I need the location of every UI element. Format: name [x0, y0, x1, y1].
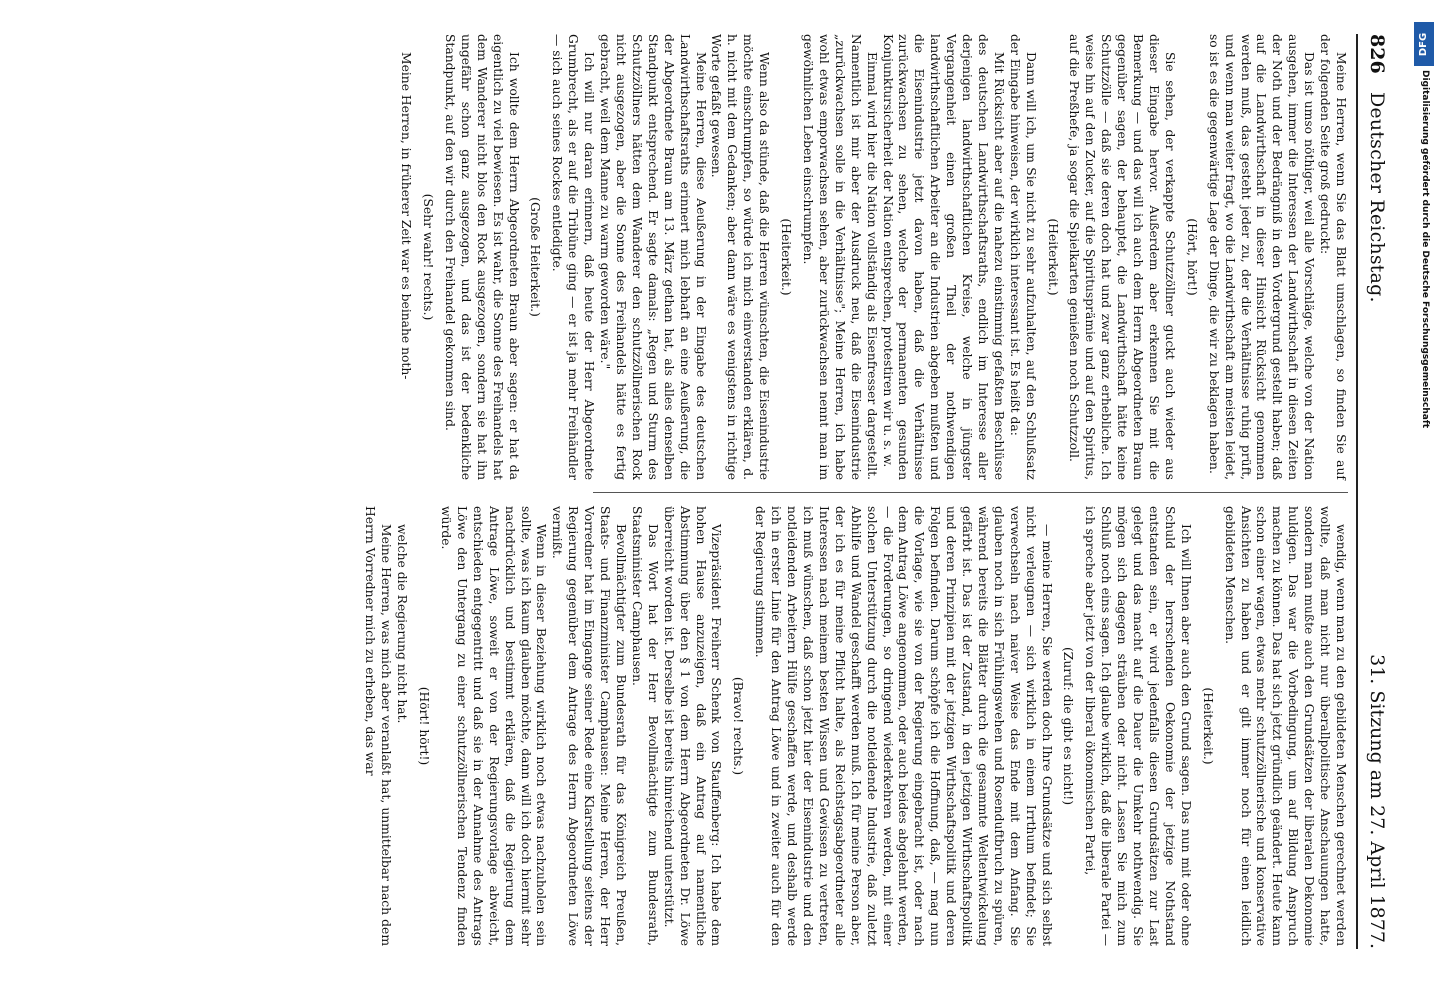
paragraph: Ich will nur daran erinnern, daß heute der Herr Abgeordnete Grumbrecht, als er auf die Tribüne ging — er ist ja mehr Freihändler — sich auch seines Rockes entledigte.	[550, 34, 597, 480]
publication-title: Deutscher Reichstag.	[1366, 92, 1388, 303]
paragraph: Ich wollte dem Herrn Abgeordneten Braun aber sagen: er hat da eigentlich zu viel bewiesen. Es ist wahr, die Sonne des Freihandels hat dem Wanderer nicht blos den Rock ausgezogen, sondern sie hat ihn ungefähr schon ganz ausgezogen, und das ist der bedenkliche Standpunkt, auf den wir durch den Freihandel gekommen sind.	[442, 34, 521, 480]
paragraph: Ich will Ihnen aber auch den Grund sagen. Das nun mit oder ohne Schuld der herrschenden Oekonomie der jetzige Nothstand entstanden sein, er wird jedenfalls diesen Grundsätzen zur Last gelegt und das macht auf die Dauer die Umkehr nothwendig. Sie mögen sich dagegen sträuben oder nicht. Lassen Sie mich zum Schluß noch eins sagen. Ich glaube wirklich, daß die liberale Partei — ich spreche aber jetzt von der liberal ökonomischen Partei,	[1083, 506, 1193, 946]
left-text-column	[399, 34, 1348, 480]
interjection: (Heiterkeit.)	[779, 218, 794, 296]
paragraph: — meine Herren, Sie werden doch Ihre Grundsätze und sich selbst nicht verleugnen — sich wirklich in einem Irrthum befindet; Sie verwechseln nach naiver Weise das Ende mit dem Anfang. Sie glauben noch in sich Frühlingswehen und Rosenduftbruch zu spüren, während bereits die Blätter durch die gesammte Weltentwickelung gefärbt ist. Das ist der Zustand, in den jetzigen Wirthschaftspolitik und deren Prinzipien mit der jetzigen Wirthschaftspolitik und deren Folgen befinden. Darum schöpfe ich die Hoffnung, daß, — mag nun die Vorlage, wie sie von der Regierung eingebracht ist, oder nach dem Antrag Löwe angenommen, oder auch beides abgelehnt werden, — die Forderungen, so dringend wiederkehren werden, mit einer solchen Unterstützung durch die notleidende Industrie, daß zuletzt Abhilfe und Wandel geschafft werden muß. Ich für meine Person aber, der ich es für meine Pflicht halte, als Reichstagsabgeordneter alle Interessen nach meinem besten Wissen und Gewissen zu vertreten, ich muß wünschen, daß schon jetzt hier der Eisenindustrie und den notleidenden Arbeitern Hülfe geschaffen werde, und deshalb werde ich in erster Linie für den Antrag Löwe und in zweiter auch für den der Regierung stimmen.	[753, 506, 1054, 946]
paragraph: Vizepräsident Freiherr Schenk von Stauffenberg: Ich habe dem hohen Hause anzuzeigen, daß ein Antrag auf namentliche Abstimmung über den § 1 von dem Herrn Abgeordneten Dr. Löwe überreicht worden ist. Derselbe ist bereits hinreichend unterstützt.	[661, 506, 724, 946]
interjection: (Zuruf: die gibt es nicht!)	[1061, 646, 1076, 806]
interjection: (Sehr wahr! rechts.)	[421, 193, 436, 321]
page-header	[1356, 34, 1392, 949]
interjection: (Bravo! rechts.)	[731, 676, 746, 776]
paragraph: Das Wort hat der Herr Bevollmächtigte zum Bundesrath, Staatsminister Camphausen.	[629, 506, 660, 946]
column-divider	[593, 492, 1348, 493]
right-text-column	[363, 506, 1348, 946]
digitization-credit-text: Digitalisierung gefördert durch die Deutsche Forschungsgemeinschaft	[1420, 70, 1430, 429]
interjection: (Heiterkeit.)	[1200, 687, 1215, 765]
paragraph: Dann will ich, um Sie nicht zu sehr aufzuhalten, auf den Schlußsatz der Eingabe hinweisen, der wirklich interessant ist. Es heißt da:	[1007, 34, 1038, 480]
interjection: (Große Heiterkeit.)	[528, 197, 543, 317]
paragraph: Einmal wird hier die Nation vollständig als Eisenfresser dargestellt. Namentlich ist mir aber der Ausdruck neu, daß die Eisenindustrie „zurückwachsen solle in die Verhältnisse"; Meine Herren, ich habe wohl etwas emporwachsen sehen, aber zurückwachsen nennt man im gewöhnlichen Leben einschrumpfen.	[801, 34, 879, 480]
interjection: (Heiterkeit.)	[1045, 218, 1060, 296]
dfg-logo	[1414, 22, 1434, 66]
paragraph: Meine Herren, wenn Sie das Blatt umschlagen, so finden Sie auf der folgenden Seite groß gedruckt:	[1318, 34, 1348, 480]
paragraph: Wenn in dieser Beziehung wirklich noch etwas nachzuholen sein sollte, was ich kaum glauben möchte, dann will ich doch hiermit sehr nachdrücklich und bestimmt erklären, daß die Regierung dem Antrage Löwe, soweit er von der Regierungsvorlage abweicht, entschieden entgegentritt und daß sie in der Annahme des Antrags Löwe den Untergang zu einer schutzzöllnerischen Tendenz finden würde.	[439, 506, 549, 946]
paragraph: Wenn also da stünde, daß die Herren wünschten, die Eisenindustrie möchte einschrumpfen, so würde ich mich einverstanden erklären, d. h. nicht mit dem Gedanken; aber dann wäre es wenigstens in richtige Worte gefaßt gewesen.	[709, 34, 772, 480]
paragraph: Mit Rücksicht aber auf die nahezu einstimmig gefaßten Beschlüsse des deutschen Landwirthschaftsraths, endlich im Interesse aller derjenigen landwirthschaftlichen Kreise, welche in jüngster Vergangenheit einen großen Theil der nothwendigen landwirthschaftlichen Arbeiter an die Industrien abgeben mußten und die Eisenindustrie jetzt davon haben, daß die Verhältnisse zurückwachsen zu sehen, welche der permanenten gesunden Konjunktursicherheit der Nation entsprechen, protestiren wir u. s. w.	[880, 34, 1006, 480]
session-date: 31. Sitzung am 27. April 1877.	[1366, 654, 1388, 949]
paragraph: Meine Herren, in früherer Zeit war es beinahe noth-	[399, 52, 414, 380]
digitization-credit	[1418, 70, 1432, 970]
paragraph: Sie sehen, der verkappte Schutzzöllner guckt auch wieder aus dieser Eingabe hervor. Außerdem aber erkennen Sie mit die Bemerkung — und das will ich auch dem Herrn Abgeordneten Braun gegenüber sagen, der behauptet, die Landwirthschaft hätte keine Schutzzölle — daß sie deren doch hat und zwar ganz erhebliche. Ich weise hin auf den Zucker, auf die Spiritusprämie und auf den Spiritus, auf die Preßhefe, ja sogar die Spielkarten genießen noch Schutzzoll.	[1067, 34, 1177, 480]
interjection: (Hört, hört!)	[1184, 218, 1199, 296]
paragraph: welche die Regierung nicht hat.	[395, 524, 410, 724]
page-number: 826	[1366, 34, 1388, 74]
paragraph: wendig, wenn man zu den gebildeten Menschen gerechnet werden wollte, daß man nicht nur überallpolitische Anschauungen hatte, sondern man mußte auch den Grundsätzen der liberalen Dekonomie huldigen. Das war die Vorbedingung, um auf Bildung Anspruch machen zu können. Das hat sich jetzt gründlich geändert. Heute kann schon einer wagen, etwas mehr schutzzöllnerische und konservative Ansichten zu haben und er gilt immer noch für einen leidlich gebildeten Menschen.	[1222, 506, 1348, 946]
paragraph: Meine Herren, diese Aeußerung in der Eingabe des deutschen Landwirthschaftsraths erinnert mich lebhaft an eine Aeußerung, die der Abgeordnete Braun am 13. März gethan hat, als alles denselben Standpunkt entsprechend. Er sagte damals: „Regen und Sturm des Schutzzöllners hätten dem Wanderer den schutzzöllnerischen Rock nicht ausgezogen, aber die Sonne des Freihandels hätte es fertig gebracht, weil dem Manne zu warm geworden wäre."	[598, 34, 708, 480]
paragraph: Meine Herren, was mich aber veranlaßt hat, unmittelbar nach dem Herrn Vorredner mich zu erheben, das war	[363, 506, 394, 946]
interjection: (Hört! hört!)	[417, 686, 432, 766]
paragraph: Das ist umso nöthiger, weil alle Vorschläge, welche von der Nation ausgehen, immer die Interessen der Landwirthschaft in diesen Zeiten der Noth und der Bedrängniß in den Vordergrund gestellt haben; daß auf die Landwirthschaft in dieser Hinsicht Rücksicht genommen werden muß, das gesteht jeder zu, der die Verhältnisse ruhig prüft, und wenn man weiter fragt, wo die Landwirthschaft am meisten leidet, so ist es die gegenwärtige Lage der Dinge, die wir zu beklagen haben.	[1206, 34, 1317, 480]
dfg-logo-text: DFG	[1418, 32, 1430, 56]
paragraph: Bevollmächtigter zum Bundesrath für das Königreich Preußen, Staats- und Finanzminister Camphausen: Meine Herren, der Herr Vorredner hat im Eingange seiner Rede eine Klarstellung seitens der Regierung gegenüber dem Antrage des Herrn Abgeordneten Löwe vermißt.	[550, 506, 629, 946]
